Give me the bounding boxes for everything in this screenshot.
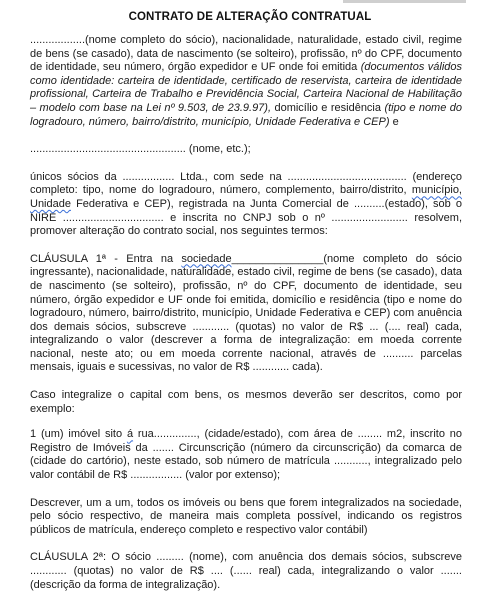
document-title: CONTRATO DE ALTERAÇÃO CONTRATUAL [128,11,372,23]
spellcheck-marked-word: Unidade [30,197,71,210]
paragraph-socio-2: ................................................... (nome, etc.); [30,143,251,156]
clause-1: CLÁUSULA 1ª - Entra na sociedade_______________(nome completo do sócio ingressante), nacionalidade, naturalidade, estado civil, regime de bens (se casado), data de nascimento (se solteiro), profissão, nº do CPF, documento de identidade, seu número, órgão expedidor e UF onde foi emitida, domicílio e residência (tipo e nome do logradouro, número, bairro/distrito, município, Unidade Federativa e CEP) com anuência dos demais sócios, subscreve ............ (quotas) no valor de R$ ... (.... real) cada, integralizando o valor (descrever a forma de integralização: em moeda corrente nacional, neste ato; ou em moeda corrente nacional, através de .......... parcelas mensais, iguais e sucessivas, no valor de R$ ............ cada). [30,252,462,374]
spellcheck-marked-word: sociedade [181,252,232,265]
paragraph-sociedade: únicos sócios da ................. Ltda., com sede na ....................................... (endereço completo: tipo, nome do logradouro, número, complemento, bairro/distrito, município, Unidade Federativa e CEP), registrada na Junta Comercial de ..........(estado), sob o NIRE ................................. e inscrita no CNPJ sob o nº ......................... resolvem, promover alteração do contrato social, nos seguintes termos: [30,170,462,238]
paragraph-descrever-bens: Descrever, um a um, todos os imóveis ou bens que forem integralizados na sociedade, pelo sócio respectivo, de maneira mais completa possível, indicando os registros públicos de matrícula, endereço completo e respectivo valor contábil) [30,496,462,536]
document-body [30,34,462,600]
spellcheck-marked-word: município, [411,184,462,197]
paragraph-socio-1: ..................(nome completo do sócio), nacionalidade, naturalidade, estado civil, regime de bens (se casado), data de nascimento (se solteiro), profissão, nº do CPF, documento de identidade, seu número, órgão expedidor e UF onde foi emitida (documentos válidos como identidade: carteira de identidade, certificado de reservista, carteira de identidade profissional, Carteira de Trabalho e Previdência Social, Carteira Nacional de Habilitação – modelo com base na Lei nº 9.503, de 23.9.97), domicílio e residência (tipo e nome do logradouro, número, bairro/distrito, município, Unidade Federativa e CEP) e [30,34,463,128]
header-rule [343,0,466,3]
paragraph-imovel-exemplo: 1 (um) imóvel sito á rua.............., (cidade/estado), com área de ........ m2, inscrito no Registro de Imóveis da ....... Circunscrição (número da circunscrição) da comarca de (cidade do cartório), neste estado, sob número de matrícula ..........., integralizado pelo valor contábil de R$ ................. (valor por extenso); [30,428,462,482]
spellcheck-marked-word: á [126,428,134,441]
paragraph-bens-intro: Caso integralize o capital com bens, os mesmos deverão ser descritos, como por exemplo: [30,389,462,415]
clause-2: CLÁUSULA 2ª: O sócio ......... (nome), com anuência dos demais sócios, subscreve ............ (quotas) no valor de R$ .... (...... real) cada, integralizando o valor ....... (descrição da forma de integralização). [30,551,462,591]
next-line-cutoff [30,594,462,600]
